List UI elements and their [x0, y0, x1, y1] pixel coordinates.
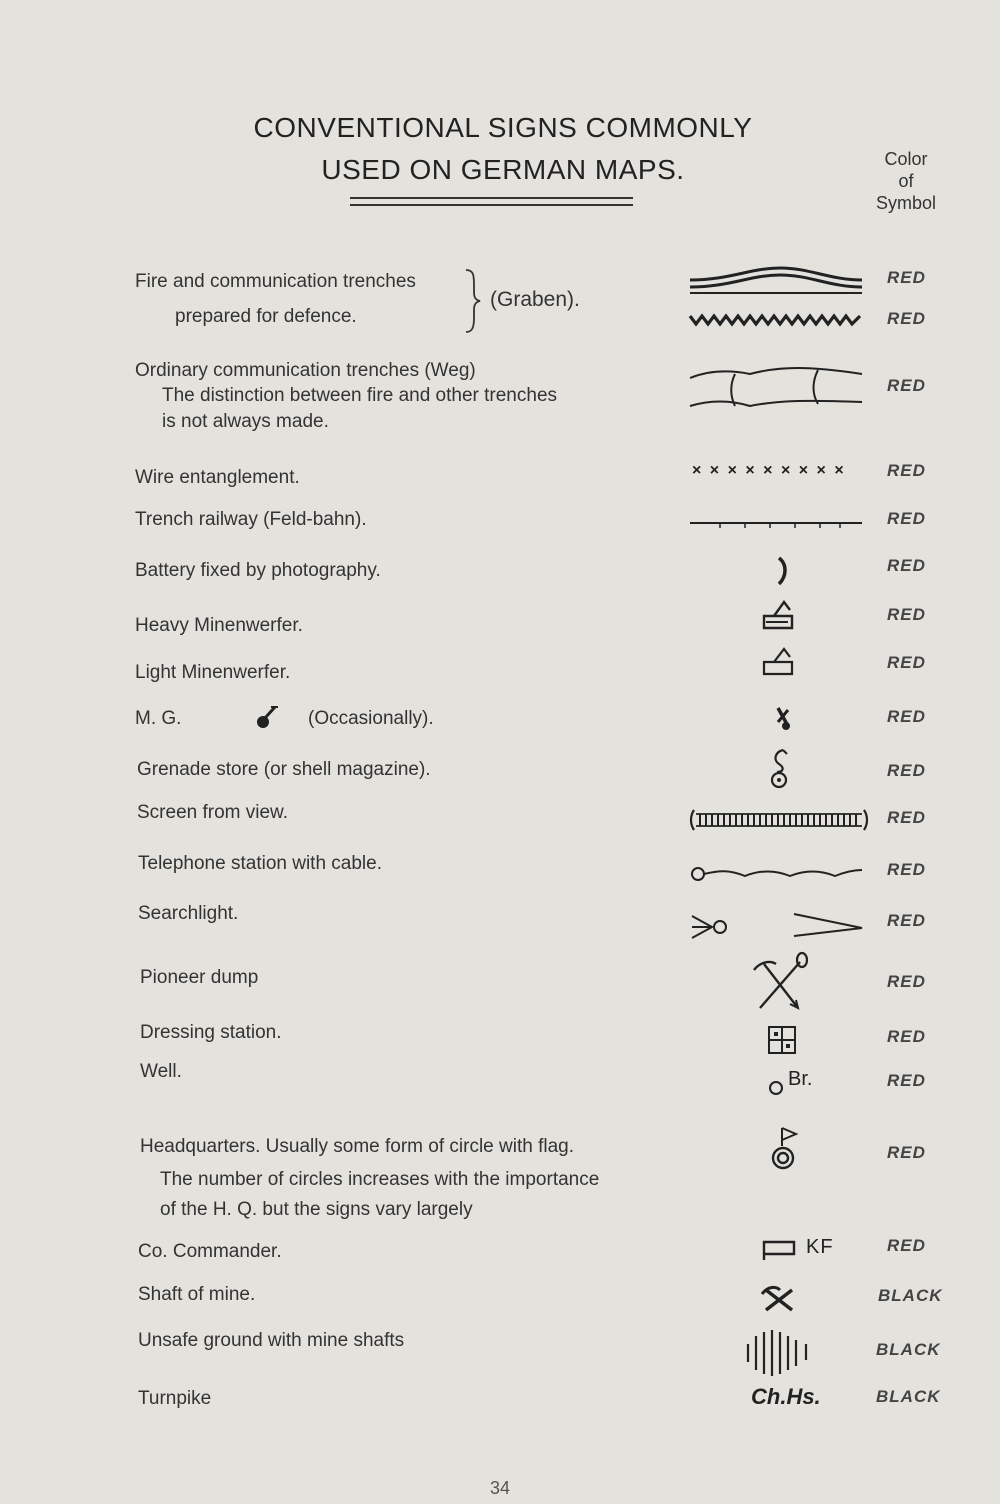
- telephone-station-icon: [690, 862, 865, 884]
- color-header-line-2: of: [898, 171, 914, 191]
- color-telephone: RED: [887, 860, 926, 879]
- title-rule-top: [350, 197, 633, 199]
- fire-trench-icon: [690, 262, 865, 297]
- label-co-commander: Co. Commander.: [138, 1241, 282, 1262]
- label-shaft-of-mine: Shaft of mine.: [138, 1284, 256, 1305]
- color-pioneer-dump: RED: [887, 972, 926, 991]
- label-battery: Battery fixed by photography.: [135, 560, 381, 581]
- label-searchlight: Searchlight.: [138, 903, 239, 924]
- color-searchlight: RED: [887, 911, 926, 930]
- color-battery: RED: [887, 556, 926, 575]
- label-light-minenwerfer: Light Minenwerfer.: [135, 662, 291, 683]
- color-dressing-station: RED: [887, 1027, 926, 1046]
- color-co-commander: RED: [887, 1236, 926, 1255]
- label-graben: (Graben).: [490, 288, 580, 311]
- label-turnpike: Turnpike: [138, 1388, 212, 1409]
- label-hq-vary: of the H. Q. but the signs vary largely: [160, 1199, 473, 1220]
- label-fire-trenches: Fire and communication trenches: [135, 271, 416, 292]
- label-screen: Screen from view.: [137, 802, 288, 823]
- ordinary-trench-icon: [690, 364, 865, 414]
- prepared-trench-icon: [690, 312, 865, 328]
- label-heavy-minenwerfer: Heavy Minenwerfer.: [135, 615, 303, 636]
- color-shaft-of-mine: BLACK: [878, 1286, 943, 1305]
- color-unsafe-ground: BLACK: [876, 1340, 941, 1359]
- color-ordinary-trenches: RED: [887, 376, 926, 395]
- label-telephone: Telephone station with cable.: [138, 853, 382, 874]
- title-line-1: CONVENTIONAL SIGNS COMMONLY: [253, 112, 753, 143]
- label-ordinary-trenches: Ordinary communication trenches (Weg): [135, 360, 476, 381]
- pioneer-dump-icon: [750, 952, 810, 1014]
- label-pioneer-dump: Pioneer dump: [140, 967, 259, 988]
- color-light-minenwerfer: RED: [887, 653, 926, 672]
- shaft-of-mine-icon: [760, 1284, 798, 1314]
- label-trench-railway: Trench railway (Feld-bahn).: [135, 509, 367, 530]
- color-wire: RED: [887, 461, 926, 480]
- color-grenade-store: RED: [887, 761, 926, 780]
- label-prepared-defence: prepared for defence.: [175, 306, 357, 327]
- searchlight-beam-icon: [794, 910, 866, 940]
- heavy-minenwerfer-icon: [760, 598, 796, 632]
- label-occasionally: (Occasionally).: [308, 708, 434, 729]
- color-header-line-3: Symbol: [875, 193, 937, 213]
- headquarters-icon: [768, 1124, 804, 1172]
- label-mg: M. G.: [135, 708, 182, 729]
- color-prepared-defence: RED: [887, 309, 926, 328]
- color-header-line-1: Color: [884, 149, 928, 169]
- searchlight-icon: [690, 912, 730, 942]
- color-well: RED: [887, 1071, 926, 1090]
- turnpike-label-icon: Ch.Hs.: [751, 1384, 821, 1409]
- color-fire-trenches: RED: [887, 268, 926, 287]
- unsafe-ground-icon: [744, 1326, 816, 1378]
- color-turnpike: BLACK: [876, 1387, 941, 1406]
- brace-icon: [462, 266, 482, 336]
- color-trench-railway: RED: [887, 509, 926, 528]
- color-headquarters: RED: [887, 1143, 926, 1162]
- label-well: Well.: [140, 1061, 182, 1082]
- mg-occasional-icon: [255, 703, 281, 731]
- co-commander-flag-icon: [762, 1238, 798, 1262]
- battery-icon: [773, 556, 793, 586]
- grenade-store-icon: [765, 748, 795, 790]
- title-line-2: USED ON GERMAN MAPS.: [321, 154, 685, 185]
- title-rule-bottom: [350, 204, 633, 206]
- label-not-always: is not always made.: [162, 411, 329, 432]
- well-icon: [768, 1080, 784, 1096]
- wire-entanglement-icon: × × × × × × × × ×: [692, 462, 846, 479]
- label-unsafe-ground: Unsafe ground with mine shafts: [138, 1330, 405, 1351]
- dressing-station-icon: [766, 1024, 798, 1056]
- trench-railway-icon: [690, 514, 865, 530]
- mg-icon: [772, 704, 794, 732]
- label-headquarters: Headquarters. Usually some form of circle with flag.: [140, 1136, 574, 1157]
- co-commander-kf-label: KF: [806, 1236, 834, 1258]
- color-screen: RED: [887, 808, 926, 827]
- light-minenwerfer-icon: [760, 646, 796, 678]
- color-heavy-minenwerfer: RED: [887, 605, 926, 624]
- color-mg: RED: [887, 707, 926, 726]
- label-dressing-station: Dressing station.: [140, 1022, 282, 1043]
- label-grenade-store: Grenade store (or shell magazine).: [137, 759, 431, 780]
- label-wire: Wire entanglement.: [135, 467, 300, 488]
- color-column-header: [870, 148, 942, 214]
- screen-from-view-icon: [688, 806, 873, 834]
- label-hq-circles: The number of circles increases with the importance: [160, 1169, 600, 1190]
- label-distinction: The distinction between fire and other trenches: [162, 385, 558, 406]
- well-br-label: Br.: [788, 1068, 813, 1090]
- page-number: 34: [489, 1478, 511, 1498]
